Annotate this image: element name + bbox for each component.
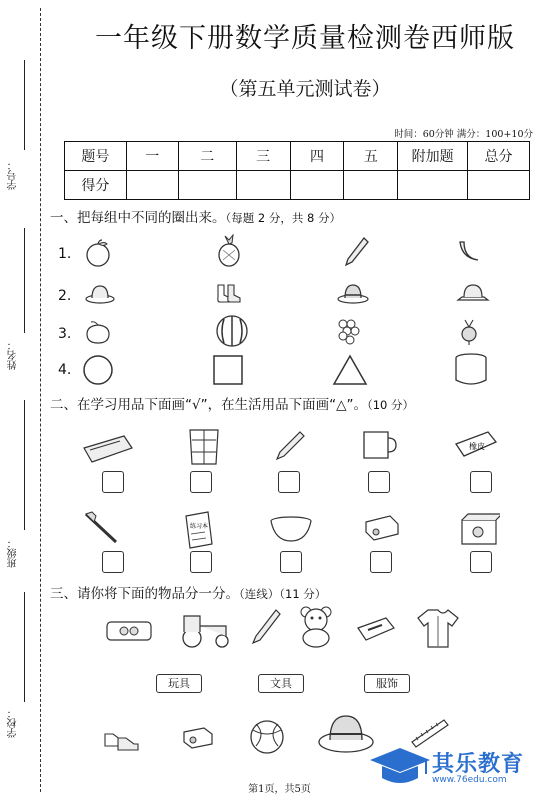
category-toys-box[interactable]: 玩具	[156, 674, 202, 693]
binding-line	[40, 8, 41, 792]
square-shape-picture[interactable]	[212, 354, 244, 386]
name-blank[interactable]	[24, 228, 25, 333]
answer-box[interactable]	[280, 551, 302, 573]
section-3-title: 三、请你将下面的物品分一分。	[50, 586, 239, 602]
cylinder-shape-picture[interactable]	[454, 352, 488, 386]
page-title: 一年级下册数学质量检测卷西师版	[95, 23, 515, 54]
score-row-label: 得分	[65, 171, 127, 200]
section-2-heading	[50, 393, 414, 413]
score-header-cell: 三	[236, 142, 290, 171]
toothbrush-picture	[82, 510, 122, 546]
page-subtitle: （第五单元测试卷）	[219, 78, 391, 100]
category-stationery-box[interactable]: 文具	[258, 674, 304, 693]
answer-box[interactable]	[278, 471, 300, 493]
answer-box[interactable]	[368, 471, 390, 493]
pencil-picture[interactable]	[344, 236, 370, 268]
notebook-picture	[182, 510, 216, 550]
pencil-picture	[274, 430, 306, 460]
score-header-cell: 题号	[65, 142, 127, 171]
score-cell[interactable]	[126, 171, 178, 200]
answer-box[interactable]	[470, 471, 492, 493]
section-1-heading	[50, 206, 341, 226]
shirt-picture[interactable]	[416, 606, 460, 650]
score-table	[64, 141, 530, 200]
apple-picture[interactable]	[84, 238, 114, 268]
eraser-picture[interactable]	[354, 614, 398, 646]
score-header-cell: 四	[290, 142, 344, 171]
eraser-text: 橡皮	[469, 442, 485, 451]
socks-picture[interactable]	[214, 282, 244, 306]
time-score-info: 时间：60分钟 满分：100+10分	[394, 129, 533, 140]
section-3-heading	[50, 582, 326, 602]
score-cell[interactable]	[290, 171, 344, 200]
row-number: 1.	[58, 246, 72, 262]
pencil-case-picture[interactable]	[104, 616, 154, 646]
sharpener-picture	[362, 512, 402, 544]
score-cell[interactable]	[178, 171, 236, 200]
row-number: 2.	[58, 288, 72, 304]
answer-box[interactable]	[190, 551, 212, 573]
answer-box[interactable]	[102, 471, 124, 493]
school-blank[interactable]	[24, 592, 25, 702]
answer-box[interactable]	[470, 551, 492, 573]
score-cell[interactable]	[344, 171, 398, 200]
hat-picture[interactable]	[336, 280, 370, 306]
ball-picture[interactable]	[248, 718, 286, 756]
bowl-picture	[268, 514, 314, 544]
sharpener-picture[interactable]	[180, 724, 216, 752]
bag-picture	[184, 426, 224, 466]
hat-picture[interactable]	[84, 282, 116, 306]
student-id-blank[interactable]	[24, 60, 25, 150]
pencil-picture[interactable]	[250, 608, 282, 646]
eraser-picture	[452, 428, 500, 464]
shoes-picture[interactable]	[102, 724, 142, 752]
section-1-title: 一、把每组中不同的圈出来。	[50, 210, 226, 226]
hat-picture[interactable]	[456, 280, 490, 306]
logo-url: www.76edu.com	[432, 775, 507, 785]
section-1-note: （每题 2 分，共 8 分）	[225, 211, 342, 225]
score-table-score-row	[65, 171, 530, 200]
school-label: 学校：	[8, 708, 19, 738]
answer-box[interactable]	[370, 551, 392, 573]
row-number: 4.	[58, 362, 72, 378]
section-3-note: （连线）（11 分）	[239, 587, 327, 601]
section-2-title: 二、在学习用品下面画“√”，在生活用品下面画“△”。	[50, 397, 367, 413]
banana-picture[interactable]	[456, 238, 482, 264]
student-id-label: 学号：	[8, 160, 19, 190]
watermelon-picture[interactable]	[214, 314, 250, 348]
radish-picture[interactable]	[456, 318, 482, 346]
notebook-text: 练习本	[190, 523, 209, 530]
teddy-bear-picture[interactable]	[296, 604, 336, 648]
category-clothing-box[interactable]: 服饰	[364, 674, 410, 693]
name-label: 姓名：	[8, 340, 19, 370]
cup-picture	[360, 428, 398, 462]
toy-tractor-picture[interactable]	[178, 606, 234, 650]
score-cell[interactable]	[236, 171, 290, 200]
hat-picture[interactable]	[316, 708, 376, 758]
pencil-case-picture	[80, 432, 136, 466]
answer-box[interactable]	[102, 551, 124, 573]
page-number: 第1页，共5页	[248, 784, 311, 795]
score-header-cell: 五	[344, 142, 398, 171]
score-header-cell: 二	[178, 142, 236, 171]
peach-picture[interactable]	[84, 318, 112, 346]
class-blank[interactable]	[24, 400, 25, 530]
answer-box[interactable]	[190, 471, 212, 493]
score-cell[interactable]	[468, 171, 530, 200]
pineapple-picture[interactable]	[214, 234, 244, 268]
row-number: 3.	[58, 326, 72, 342]
class-label: 班级：	[8, 538, 19, 568]
score-header-cell: 一	[126, 142, 178, 171]
score-cell[interactable]	[398, 171, 468, 200]
circle-shape-picture[interactable]	[82, 354, 114, 386]
score-header-cell: 总分	[468, 142, 530, 171]
score-header-cell: 附加题	[398, 142, 468, 171]
grapes-picture[interactable]	[334, 314, 362, 348]
section-2-note: （10 分）	[366, 398, 415, 412]
triangle-shape-picture[interactable]	[332, 354, 368, 386]
score-table-header-row	[65, 142, 530, 171]
logo-name: 其乐教育	[432, 752, 525, 777]
pencil-box-picture	[458, 510, 500, 548]
